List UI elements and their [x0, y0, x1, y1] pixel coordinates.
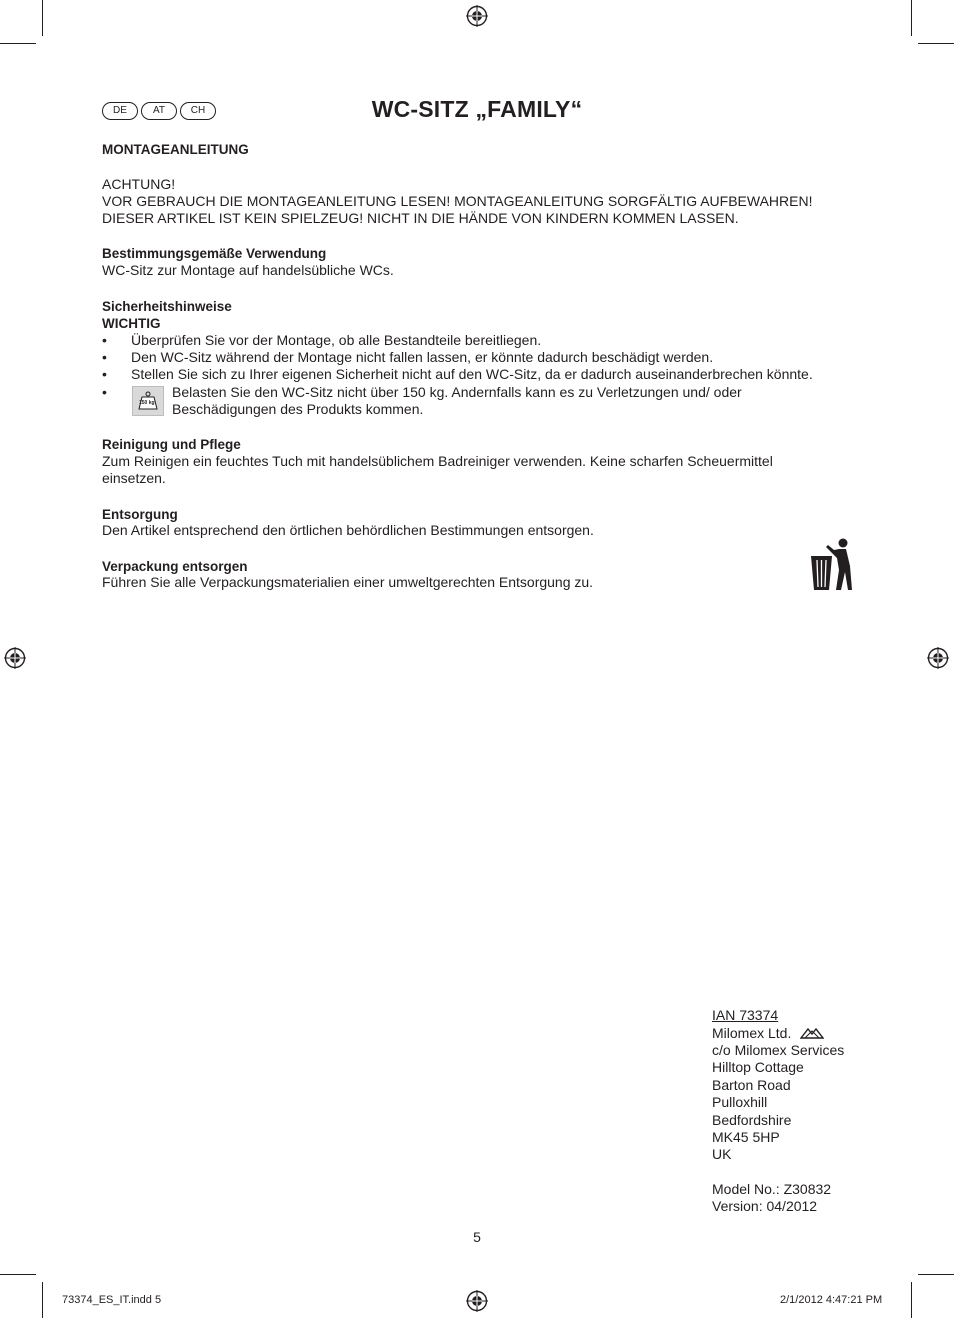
- version: Version: 04/2012: [712, 1198, 818, 1214]
- disposal-heading: Entsorgung: [102, 507, 178, 522]
- crop-mark: [911, 0, 912, 36]
- crop-mark: [918, 1274, 954, 1275]
- cleaning-text: Zum Reinigen ein feuchtes Tuch mit handelsüblichem Badreiniger verwenden. Keine scharfen Scheuermittel: [102, 453, 773, 469]
- tidyman-disposal-icon: [808, 536, 854, 592]
- lang-badge-de: DE: [102, 102, 138, 120]
- address-line: Pulloxhill: [712, 1094, 768, 1110]
- registration-mark-icon: [466, 1290, 488, 1312]
- crop-mark: [0, 43, 36, 44]
- page-number: 5: [473, 1229, 481, 1245]
- crop-mark: [918, 43, 954, 44]
- bullet-glyph: •: [102, 332, 107, 348]
- cleaning-text: einsetzen.: [102, 470, 166, 486]
- bullet-glyph: •: [102, 366, 107, 382]
- weight-limit-label: 150 kg: [139, 400, 155, 406]
- bullet-glyph: •: [102, 349, 107, 365]
- safety-item: Stellen Sie sich zu Ihrer eigenen Sicherheit nicht auf den WC-Sitz, da er dadurch auseinanderbrechen könnte.: [131, 366, 813, 382]
- address-line: Hilltop Cottage: [712, 1059, 804, 1075]
- packaging-text: Führen Sie alle Verpackungsmaterialien einer umweltgerechten Entsorgung zu.: [102, 574, 594, 590]
- registration-mark-icon: [927, 647, 949, 669]
- warning-line: VOR GEBRAUCH DIE MONTAGEANLEITUNG LESEN! MONTAGEANLEITUNG SORGFÄLTIG AUFBEWAHREN!: [102, 193, 813, 209]
- safety-heading: Sicherheitshinweise: [102, 299, 232, 314]
- lang-badge-at: AT: [141, 102, 177, 120]
- packaging-heading: Verpackung entsorgen: [102, 559, 248, 574]
- crop-mark: [911, 1282, 912, 1318]
- intended-use-text: WC-Sitz zur Montage auf handelsübliche WCs.: [102, 262, 394, 278]
- weight-warning-line: Beschädigungen des Produkts kommen.: [172, 401, 424, 417]
- crop-mark: [0, 1274, 36, 1275]
- safety-item: Überprüfen Sie vor der Montage, ob alle Bestandteile bereitliegen.: [131, 332, 542, 348]
- warning-line: ACHTUNG!: [102, 176, 176, 192]
- cleaning-heading: Reinigung und Pflege: [102, 437, 241, 452]
- ian-number: IAN 73374: [712, 1007, 779, 1023]
- crop-mark: [42, 1282, 43, 1318]
- safety-subheading: WICHTIG: [102, 316, 161, 331]
- registration-mark-icon: [466, 5, 488, 27]
- warning-line: DIESER ARTIKEL IST KEIN SPIELZEUG! NICHT IN DIE HÄNDE VON KINDERN KOMMEN LASSEN.: [102, 210, 739, 226]
- intended-use-heading: Bestimmungsgemäße Verwendung: [102, 246, 327, 261]
- bullet-glyph: •: [102, 384, 107, 400]
- section-title: MONTAGEANLEITUNG: [102, 142, 249, 157]
- crop-mark: [42, 0, 43, 36]
- weight-limit-icon: [132, 386, 164, 416]
- address-line: c/o Milomex Services: [712, 1042, 845, 1058]
- disposal-text: Den Artikel entsprechend den örtlichen behördlichen Bestimmungen entsorgen.: [102, 522, 594, 538]
- address-line: Bedfordshire: [712, 1112, 792, 1128]
- registration-mark-icon: [4, 647, 26, 669]
- model-number: Model No.: Z30832: [712, 1181, 832, 1197]
- safety-item: Den WC-Sitz während der Montage nicht fallen lassen, er könnte dadurch beschädigt werden.: [131, 349, 714, 365]
- weight-warning-line: Belasten Sie den WC-Sitz nicht über 150 kg. Andernfalls kann es zu Verletzungen und/ oder: [172, 384, 742, 400]
- footer-filename: 73374_ES_IT.indd 5: [62, 1294, 162, 1306]
- address-line: UK: [712, 1146, 732, 1162]
- page-title: WC-SITZ „FAMILY“: [371, 96, 583, 122]
- lang-badge-ch: CH: [180, 102, 216, 120]
- address-line: MK45 5HP: [712, 1129, 780, 1145]
- company-name: Milomex Ltd.: [712, 1025, 792, 1041]
- footer-timestamp: 2/1/2012 4:47:21 PM: [780, 1294, 883, 1306]
- mountain-logo-icon: [800, 1027, 824, 1039]
- address-line: Barton Road: [712, 1077, 791, 1093]
